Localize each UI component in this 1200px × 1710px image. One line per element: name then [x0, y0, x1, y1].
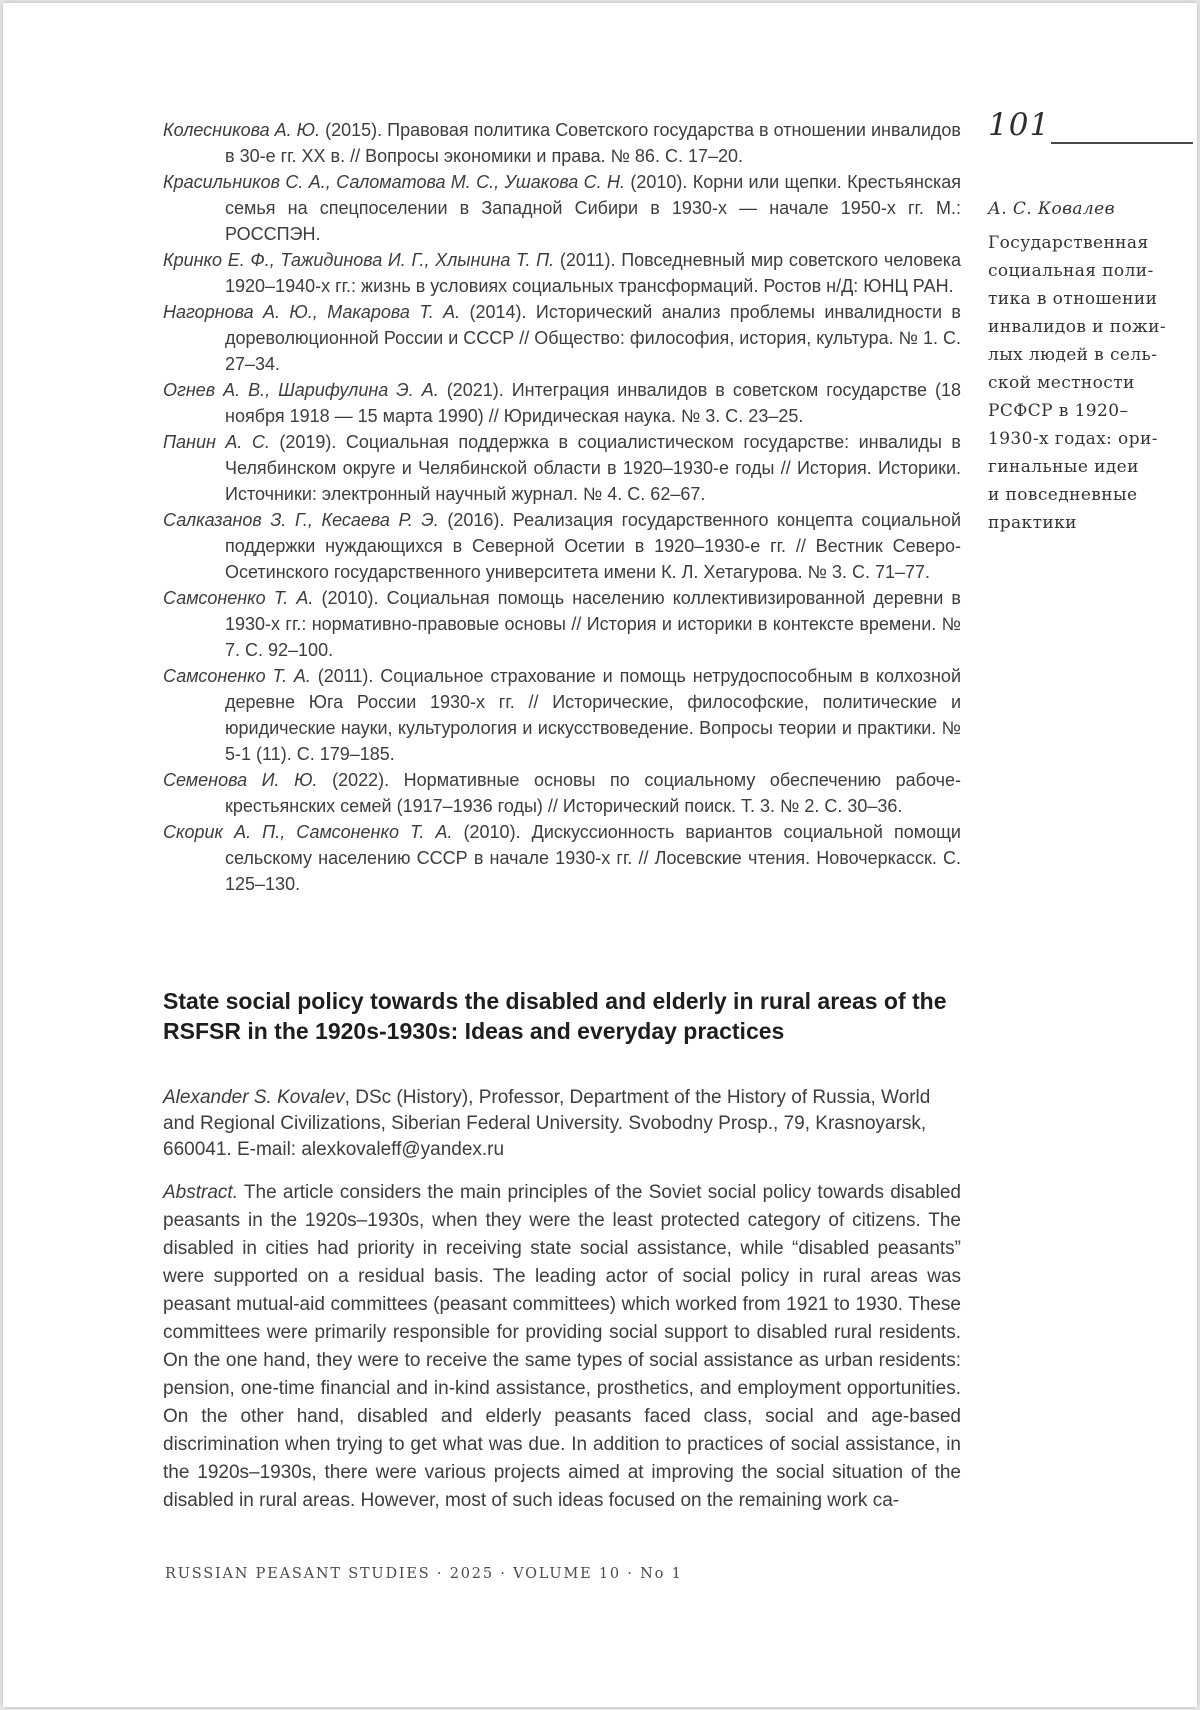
sidebar-title-line: инвалидов и пожи-	[988, 317, 1166, 337]
reference-authors: Самсоненко Т. А.	[163, 588, 322, 608]
sidebar-title-line: и повседневные	[988, 485, 1138, 505]
header-rule	[1051, 142, 1193, 144]
reference-text: (2014). Исторический анализ проблемы инвалидности в дореволюционной России и СССР // Общество: философия, история, культура. № 1. С. 27–34.	[225, 302, 961, 374]
reference-item	[163, 377, 961, 429]
page-number: 101	[988, 107, 1051, 143]
reference-authors: Семенова И. Ю.	[163, 770, 333, 790]
reference-text: (2022). Нормативные основы по социальному обеспечению рабоче-крестьянских семей (1917–1936 годы) // Исторический поиск. Т. 3. № 2. С. 30–36.	[225, 770, 961, 816]
reference-authors: Кринко Е. Ф., Тажидинова И. Г., Хлынина Т. П.	[163, 250, 560, 270]
reference-item	[163, 767, 961, 819]
reference-text: (2015). Правовая политика Советского государства в отношении инвалидов в 30-е гг. XX в. // Вопросы экономики и права. № 86. С. 17–20.	[225, 120, 961, 166]
sidebar-author-name: А. С. Ковалев	[988, 199, 1115, 219]
reference-item	[163, 585, 961, 663]
reference-authors: Салказанов З. Г., Кесаева Р. Э.	[163, 510, 448, 530]
reference-text: (2010). Корни или щепки. Крестьянская семья на спецпоселении в Западной Сибири в 1930-х — начале 1950-х гг. М.: РОССПЭН.	[225, 172, 962, 244]
references-list	[163, 117, 961, 897]
sidebar-title-line: 1930-х годах: ори-	[988, 429, 1158, 449]
sidebar-title-line: тика в отношении	[988, 289, 1158, 309]
reference-authors: Панин А. С.	[163, 432, 280, 452]
reference-item	[163, 819, 961, 897]
sidebar-title-line: Государственная	[988, 233, 1149, 253]
abstract-label: Abstract.	[163, 1182, 238, 1203]
reference-text: (2016). Реализация государственного концепта социальной поддержки нуждающихся в Северной Осетии в 1920–1930-е гг. // Вестник Северо-Осетинского государственного университета имени К. Л. Хетагурова. № 3. С. 71–77.	[225, 510, 961, 582]
reference-authors: Скорик А. П., Самсоненко Т. А.	[163, 822, 464, 842]
reference-item	[163, 507, 961, 585]
sidebar-title-line: практики	[988, 513, 1077, 533]
journal-footer: RUSSIAN PEASANT STUDIES · 2025 · VOLUME 10 · No 1	[165, 1566, 683, 1582]
author-affiliation: , DSc (History), Professor, Department of the History of Russia, World and Regional Civilizations, Siberian Federal University. Svobodny Prosp., 79, Krasnoyarsk, 660041. E-mail: alexkovaleff@yandex.ru	[163, 1087, 931, 1160]
author-info	[163, 1085, 958, 1163]
sidebar-title-line: гинальные идеи	[988, 457, 1139, 477]
sidebar-title-line: социальная поли-	[988, 261, 1154, 281]
sidebar-article-title-ru	[988, 229, 1178, 537]
reference-item	[163, 299, 961, 377]
abstract	[163, 1179, 961, 1515]
reference-authors: Красильников С. А., Саломатова М. С., Ушакова С. Н.	[163, 172, 631, 192]
reference-item	[163, 663, 961, 767]
reference-text: (2011). Социальное страхование и помощь нетрудоспособным в колхозной деревне Юга России 1930-х гг. // Исторические, философские, политические и юридические науки, культурология и искусствоведение. Вопросы теории и практики. № 5-1 (11). С. 179–185.	[225, 666, 961, 764]
reference-item	[163, 429, 961, 507]
reference-item	[163, 169, 961, 247]
sidebar-title-line: ской местности	[988, 373, 1135, 393]
reference-item	[163, 247, 961, 299]
reference-authors: Колесникова А. Ю.	[163, 120, 326, 140]
reference-authors: Нагорнова А. Ю., Макарова Т. А.	[163, 302, 470, 322]
author-name-en: Alexander S. Kovalev	[163, 1087, 345, 1108]
sidebar-title-line: лых людей в сель-	[988, 345, 1158, 365]
journal-page	[3, 3, 1197, 1707]
abstract-text: The article considers the main principles of the Soviet social policy towards disabled peasants in the 1920s–1930s, when they were the least protected category of citizens. The disabled in cities had priority in receiving state social assistance, while “disabled peasants” were supported on a residual basis. The leading actor of social policy in rural areas was peasant mutual-aid committees (peasant committees) which worked from 1921 to 1930. These committees were primarily responsible for providing social support to disabled rural residents. On the one hand, they were to receive the same types of social assistance as urban residents: pension, one-time financial and in-kind assistance, prosthetics, and employment opportunities. On the other hand, disabled and elderly peasants faced class, social and age-based discrimination when trying to get what was due. In addition to practices of social assistance, in the 1920s–1930s, there were various projects aimed at improving the social situation of the disabled in rural areas. However, most of such ideas focused on the remaining work ca-	[163, 1182, 961, 1511]
reference-authors: Самсоненко Т. А.	[163, 666, 318, 686]
margin-column	[988, 195, 1178, 537]
reference-text: (2019). Социальная поддержка в социалистическом государстве: инвалиды в Челябинском округе и Челябинской области в 1920–1930-е годы // История. Историки. Источники: электронный научный журнал. № 4. С. 62–67.	[225, 432, 961, 504]
sidebar-title-line: РСФСР в 1920–	[988, 401, 1129, 421]
reference-authors: Огнев А. В., Шарифулина Э. А.	[163, 380, 447, 400]
reference-text: (2010). Социальная помощь населению коллективизированной деревни в 1930-х гг.: нормативно-правовые основы // История и историки в контексте времени. № 7. С. 92–100.	[225, 588, 961, 660]
reference-text: (2010). Дискуссионность вариантов социальной помощи сельскому населению СССР в начале 1930-х гг. // Лосевские чтения. Новочеркасск. С. 125–130.	[225, 822, 961, 894]
article-title-en: State social policy towards the disabled and elderly in rural areas of the RSFSR in the 1920s-1930s: Ideas and everyday practices	[163, 988, 947, 1044]
reference-text: (2011). Повседневный мир советского человека 1920–1940-х гг.: жизнь в условиях социальных трансформаций. Ростов н/Д: ЮНЦ РАН.	[225, 250, 961, 296]
reference-text: (2021). Интеграция инвалидов в советском государстве (18 ноября 1918 — 15 марта 1990) // Юридическая наука. № 3. С. 23–25.	[225, 380, 961, 426]
reference-item	[163, 117, 961, 169]
